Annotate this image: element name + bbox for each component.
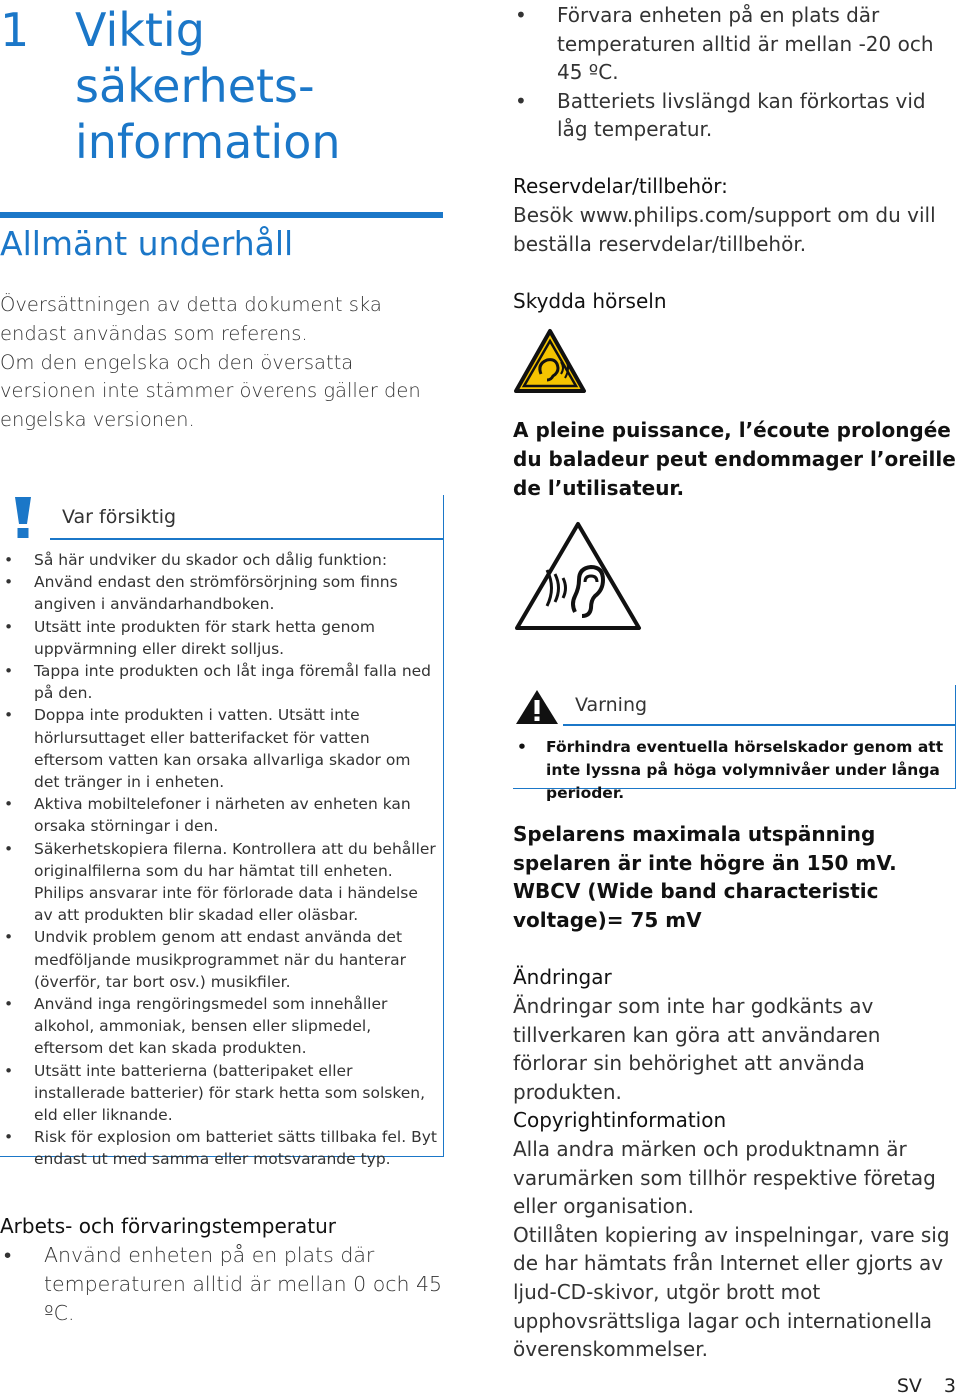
list-item: • Tappa inte produkten och låt inga föremål falla ned på den.	[0, 660, 440, 704]
chapter-title-line2: information	[75, 115, 341, 169]
chapter-heading	[0, 0, 445, 169]
exclamation-icon	[4, 495, 42, 539]
list-item: • Så här undviker du skador och dålig funktion:	[0, 549, 440, 571]
warning-box	[513, 685, 956, 802]
warning-triangle-icon	[515, 689, 559, 725]
list-item: • Utsätt inte produkten för stark hetta genom uppvärmning eller direkt solljus.	[0, 616, 440, 660]
caution-box	[0, 495, 444, 1169]
list-item: • Förvara enheten på en plats där temperaturen alltid är mellan -20 och 45 ºC.	[513, 1, 960, 87]
intro-paragraph-2: Om den engelska och den översatta versionen inte stämmer överens gäller den engelska versionen.	[0, 350, 421, 432]
warning-title: Varning	[575, 694, 648, 716]
temperature-list	[0, 1241, 445, 1327]
chapter-title-line1: Viktig säkerhets-	[75, 3, 315, 113]
intro-text	[0, 291, 445, 435]
caution-rule	[50, 538, 443, 540]
voltage-text: Spelarens maximala utspänning spelaren är inte högre än 150 mV.	[513, 822, 897, 875]
list-item: • Säkerhetskopiera filerna. Kontrollera att du behåller originalfilerna som du har hämtat till enheten. Philips ansvarar inte för förlorade data i händelse av att produkten blir skadad eller oläsbar.	[0, 838, 440, 927]
chapter-number: 1	[0, 3, 30, 57]
page-number: 3	[943, 1375, 956, 1397]
chapter-title	[75, 2, 455, 170]
page-footer	[897, 1373, 956, 1399]
list-item: • Batteriets livslängd kan förkortas vid låg temperatur.	[513, 87, 960, 144]
section-bar	[0, 212, 443, 218]
copyright-paragraph-1: Alla andra märken och produktnamn är varumärken som tillhör respektive företag eller organisation.	[513, 1137, 936, 1219]
changes-title: Ändringar	[513, 965, 612, 989]
list-item: • Utsätt inte batterierna (batteripaket eller installerade batterier) för stark hetta som solsken, eld eller liknande.	[0, 1060, 440, 1127]
ear-sound-icon	[513, 520, 643, 632]
copyright-title: Copyrightinformation	[513, 1108, 727, 1132]
hearing-title: Skydda hörseln	[513, 289, 667, 313]
list-item: • Doppa inte produkten i vatten. Utsätt inte hörlursuttaget eller batterifacket för vatten eftersom vatten kan orsaka allvarliga skador om det tränger in i enheten.	[0, 704, 440, 793]
list-item: • Använd enheten på en plats där temperaturen alltid är mellan 0 och 45 ºC.	[0, 1241, 445, 1327]
list-item: • Aktiva mobiltelefoner i närheten av enheten kan orsaka störningar i den.	[0, 793, 440, 837]
language-code: SV	[896, 1375, 922, 1397]
list-item: • Förhindra eventuella hörselskador genom att inte lyssna på höga volymnivåer under långa perioder.	[513, 736, 953, 805]
copyright-text	[513, 1135, 960, 1364]
caution-list	[0, 549, 440, 1171]
french-warning-text: A pleine puissance, l’écoute prolongée du baladeur peut endommager l’oreille de l’utilisateur.	[513, 418, 956, 500]
temperature-title: Arbets- och förvaringstemperatur	[0, 1214, 337, 1238]
warning-list	[513, 736, 953, 805]
list-item: • Använd endast den strömförsörjning som finns angiven i användarhandboken.	[0, 571, 440, 615]
wbcv-text: WBCV (Wide band characteristic voltage)= 75 mV	[513, 879, 879, 932]
caution-title: Var försiktig	[62, 506, 177, 528]
list-item: • Använd inga rengöringsmedel som innehåller alkohol, ammoniak, bensen eller slipmedel, eftersom det kan skada produkten.	[0, 993, 440, 1060]
warning-rule	[563, 724, 955, 726]
intro-paragraph-1: Översättningen av detta dokument ska endast användas som referens.	[0, 293, 382, 345]
changes-text: Ändringar som inte har godkänts av tillverkaren kan göra att användaren förlorar sin behörighet att använda produkten.	[513, 994, 881, 1104]
list-item: • Risk för explosion om batteriet sätts tillbaka fel. Byt endast ut med samma eller motsvarande typ.	[0, 1126, 440, 1170]
ear-warning-icon	[513, 328, 587, 394]
list-item: • Undvik problem genom att endast använda det medföljande musikprogrammet när du hanterar (överför, tar bort osv.) musikfiler.	[0, 926, 440, 993]
spare-parts-title: Reservdelar/tillbehör:	[513, 174, 728, 198]
storage-list	[513, 1, 960, 144]
copyright-paragraph-2: Otillåten kopiering av inspelningar, vare sig de har hämtats från Internet eller gjorts av ljud-CD-skivor, utgör brott mot upphovsrättsliga lagar och internationella överenskommelser.	[513, 1222, 950, 1362]
section-title: Allmänt underhåll	[0, 224, 294, 263]
spare-parts-text: Besök www.philips.com/support om du vill beställa reservdelar/tillbehör.	[513, 203, 936, 256]
